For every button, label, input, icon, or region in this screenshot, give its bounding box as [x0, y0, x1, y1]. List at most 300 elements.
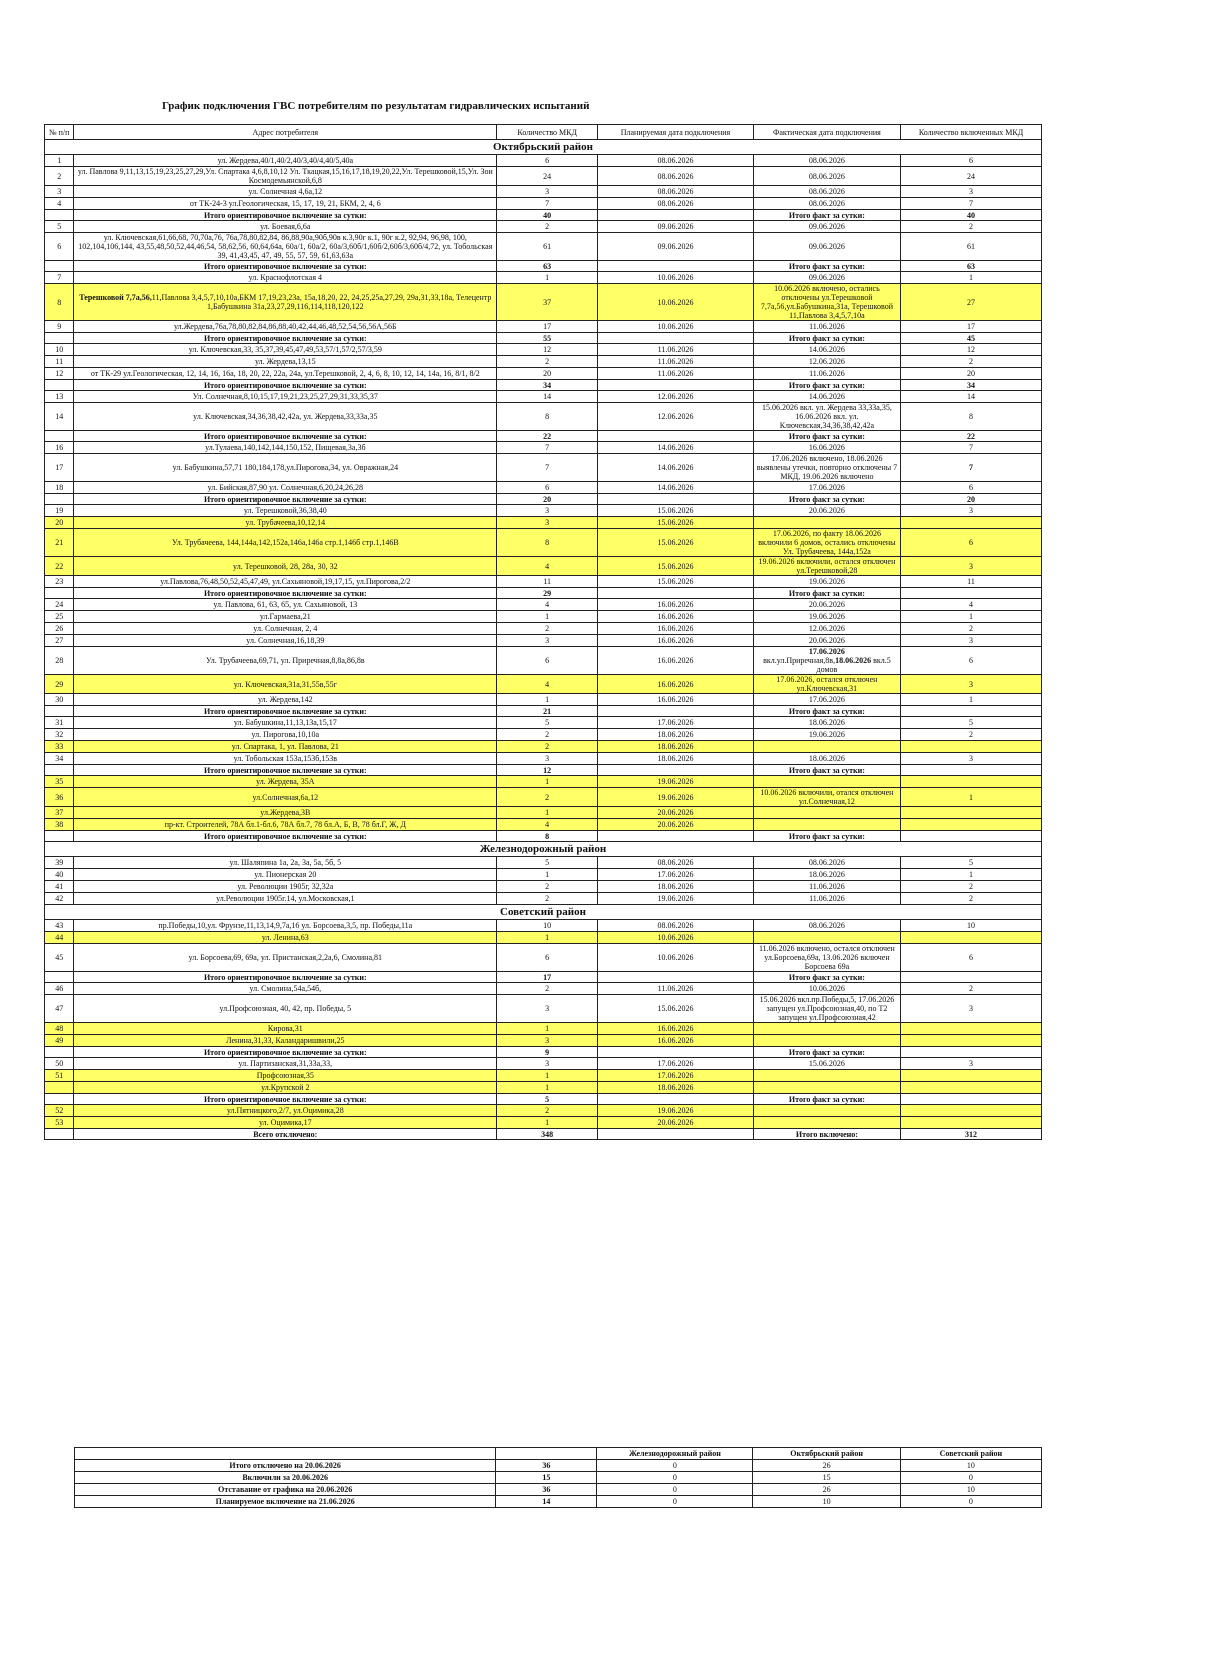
district-name: Советский район [45, 905, 1042, 920]
row-number: 7 [45, 272, 74, 284]
subtotal-planned: 17 [497, 972, 598, 983]
table-row [45, 788, 1042, 807]
plan-date: 17.06.2026 [598, 869, 754, 881]
consumer-address: ул. Пионерская 20 [74, 869, 497, 881]
consumer-address: ул. Жердева,40/1,40/2,40/3,40/4,40/5,40а [74, 155, 497, 167]
connected-count [901, 1117, 1042, 1129]
table-row [45, 647, 1042, 675]
subtotal-planned: 8 [497, 831, 598, 842]
mkd-count: 2 [497, 356, 598, 368]
fact-date-part: вкл.ул.Приречная,8в, [763, 656, 836, 665]
subtotal-fact: 63 [901, 261, 1042, 272]
mkd-count: 2 [497, 741, 598, 753]
table-row [45, 776, 1042, 788]
consumer-address: пр.Победы,10,ул. Фрунзе,11,13,14,9,7а,16 ул. Борсоева,3,5, пр. Победы,11а [74, 920, 497, 932]
plan-date [598, 588, 754, 599]
table-row [45, 198, 1042, 210]
connected-count: 6 [901, 155, 1042, 167]
plan-date: 20.06.2026 [598, 1117, 754, 1129]
consumer-address: ул. Жердева, 35А [74, 776, 497, 788]
plan-date: 17.06.2026 [598, 1058, 754, 1070]
fact-date: 12.06.2026 [753, 623, 900, 635]
row-number [45, 765, 74, 776]
mkd-count: 6 [497, 155, 598, 167]
plan-date: 16.06.2026 [598, 647, 754, 675]
consumer-address: от ТК-29 ул.Геологическая, 12, 14, 16, 16а, 18, 20, 22, 22а, 24а, ул.Терешковой, 2, 4, 6, 8, 10, 12, 14, 14а, 16, 8/1, 8/2 [74, 368, 497, 380]
row-number: 26 [45, 623, 74, 635]
row-number: 46 [45, 983, 74, 995]
consumer-address: ул. Революции 1905г, 32,32а [74, 881, 497, 893]
summary-header-cell: Октябрьский район [753, 1448, 900, 1460]
subtotal-fact-label: Итого факт за сутки: [753, 431, 900, 442]
consumer-address: ул. Бийская,87,90 ул. Солнечная,6,20,24,26,28 [74, 482, 497, 494]
fact-date: 09.06.2026 [753, 221, 900, 233]
fact-date: 14.06.2026 [753, 344, 900, 356]
fact-date [753, 807, 900, 819]
connected-count: 2 [901, 983, 1042, 995]
consumer-address: ул. Жердева,142 [74, 694, 497, 706]
fact-date [753, 1082, 900, 1094]
summary-label: Планируемое включение на 21.06.2026 [75, 1496, 496, 1508]
table-row [45, 442, 1042, 454]
row-number: 48 [45, 1023, 74, 1035]
connected-count: 3 [901, 186, 1042, 198]
table-row [45, 869, 1042, 881]
summary-row [75, 1472, 1042, 1484]
table-row [45, 505, 1042, 517]
row-number: 16 [45, 442, 74, 454]
row-number [45, 972, 74, 983]
row-number: 53 [45, 1117, 74, 1129]
row-number: 32 [45, 729, 74, 741]
summary-value: 10 [900, 1460, 1041, 1472]
mkd-count: 6 [497, 482, 598, 494]
mkd-count: 14 [497, 391, 598, 403]
plan-date: 10.06.2026 [598, 944, 754, 972]
subtotal-fact-label: Итого факт за сутки: [753, 494, 900, 505]
consumer-address: ул. Шаляпина 1а, 2а, 3а, 5а, 5б, 5 [74, 857, 497, 869]
consumer-address: ул.Революции 1905г.14, ул.Московская,1 [74, 893, 497, 905]
connected-count: 2 [901, 881, 1042, 893]
fact-date [753, 1023, 900, 1035]
connected-count: 2 [901, 729, 1042, 741]
fact-date: 15.06.2026 вкл. ул. Жердева 33,33а,35, 16.06.2026 вкл. ул. Ключевская,34,36,38,42,42а [753, 403, 900, 431]
table-row [45, 186, 1042, 198]
table-row [45, 753, 1042, 765]
summary-label: Итого отключено на 20.06.2026 [75, 1460, 496, 1472]
row-number: 27 [45, 635, 74, 647]
table-row [45, 1117, 1042, 1129]
subtotal-label: Итого ориентировочное включение за сутки: [74, 972, 497, 983]
fact-date: 15.06.2026 [753, 1058, 900, 1070]
connected-count: 4 [901, 599, 1042, 611]
subtotal-planned: 40 [497, 210, 598, 221]
consumer-address [74, 284, 497, 321]
subtotal-fact [901, 588, 1042, 599]
row-number: 9 [45, 321, 74, 333]
subtotal-row [45, 706, 1042, 717]
row-number [45, 706, 74, 717]
connected-count: 6 [901, 482, 1042, 494]
plan-date: 11.06.2026 [598, 983, 754, 995]
summary-label: Отставание от графика на 20.06.2026 [75, 1484, 496, 1496]
plan-date: 09.06.2026 [598, 221, 754, 233]
plan-date: 16.06.2026 [598, 599, 754, 611]
subtotal-row [45, 431, 1042, 442]
consumer-address: ул. Краснофлотская 4 [74, 272, 497, 284]
consumer-address: Ленина,31,33, Каландаришвили,25 [74, 1035, 497, 1047]
plan-date [598, 431, 754, 442]
summary-value: 10 [900, 1484, 1041, 1496]
mkd-count: 1 [497, 807, 598, 819]
fact-date: 20.06.2026 [753, 599, 900, 611]
connected-count [901, 1035, 1042, 1047]
summary-label: Включили за 20.06.2026 [75, 1472, 496, 1484]
mkd-count: 2 [497, 623, 598, 635]
mkd-count: 6 [497, 944, 598, 972]
summary-value: 10 [753, 1496, 900, 1508]
mkd-count: 1 [497, 272, 598, 284]
row-number [45, 333, 74, 344]
subtotal-fact [901, 765, 1042, 776]
subtotal-label: Итого ориентировочное включение за сутки: [74, 333, 497, 344]
consumer-address: ул. Борсоева,69, 69а, ул. Пристанская,2,2а,6, Смолина,81 [74, 944, 497, 972]
mkd-count: 4 [497, 819, 598, 831]
consumer-address: ул. Ключевская,34,36,38,42,42а, ул. Жердева,33,33а,35 [74, 403, 497, 431]
table-row [45, 819, 1042, 831]
table-row [45, 557, 1042, 576]
fact-date: 08.06.2026 [753, 920, 900, 932]
row-number: 24 [45, 599, 74, 611]
connected-count: 1 [901, 869, 1042, 881]
table-row [45, 611, 1042, 623]
mkd-count: 7 [497, 198, 598, 210]
document-title: График подключения ГВС потребителям по результатам гидравлических испытаний [162, 100, 590, 112]
table-row [45, 932, 1042, 944]
fact-date: 10.06.2026 включили, отался отключен ул.Солнечная,12 [753, 788, 900, 807]
table-row [45, 635, 1042, 647]
table-row [45, 623, 1042, 635]
fact-date: 17.06.2026 [753, 482, 900, 494]
row-number [45, 494, 74, 505]
plan-date: 10.06.2026 [598, 321, 754, 333]
table-row [45, 356, 1042, 368]
connected-count: 5 [901, 857, 1042, 869]
connected-count: 1 [901, 272, 1042, 284]
header-row [45, 125, 1042, 140]
consumer-address: ул. Ленина,63 [74, 932, 497, 944]
plan-date: 12.06.2026 [598, 391, 754, 403]
subtotal-fact-label: Итого факт за сутки: [753, 706, 900, 717]
plan-date: 18.06.2026 [598, 729, 754, 741]
consumer-address: ул. Бабушкина,57,71 180,184,178,ул.Пирогова,34, ул. Овражная,24 [74, 454, 497, 482]
fact-date: 11.06.2026 [753, 881, 900, 893]
subtotal-label: Итого ориентировочное включение за сутки: [74, 706, 497, 717]
row-number: 49 [45, 1035, 74, 1047]
consumer-address: ул. Солнечная 4,6а,12 [74, 186, 497, 198]
mkd-count: 4 [497, 675, 598, 694]
consumer-address: ул.Тулаева,140,142,144,150,152, Пищевая,3а,3б [74, 442, 497, 454]
mkd-count: 3 [497, 186, 598, 198]
consumer-address: ул. Павлова, 61, 63, 65, ул. Сахьяновой, 13 [74, 599, 497, 611]
mkd-count: 1 [497, 1023, 598, 1035]
table-row [45, 807, 1042, 819]
subtotal-row [45, 831, 1042, 842]
connected-count: 1 [901, 694, 1042, 706]
mkd-count: 17 [497, 321, 598, 333]
subtotal-row [45, 1047, 1042, 1058]
fact-date: 18.06.2026 [753, 753, 900, 765]
consumer-address: Кирова,31 [74, 1023, 497, 1035]
connected-count: 1 [901, 611, 1042, 623]
mkd-count: 61 [497, 233, 598, 261]
subtotal-row [45, 380, 1042, 391]
col-num-header: № п/п [45, 125, 74, 140]
plan-date [598, 706, 754, 717]
connected-count [901, 1070, 1042, 1082]
consumer-address: ул. Пирогова,10,10а [74, 729, 497, 741]
row-number: 50 [45, 1058, 74, 1070]
mkd-count: 1 [497, 932, 598, 944]
subtotal-label: Итого ориентировочное включение за сутки: [74, 588, 497, 599]
row-number: 33 [45, 741, 74, 753]
row-number [45, 380, 74, 391]
subtotal-label: Итого ориентировочное включение за сутки: [74, 431, 497, 442]
connected-count [901, 517, 1042, 529]
connected-count: 11 [901, 576, 1042, 588]
summary-header-cell [75, 1448, 496, 1460]
mkd-count: 3 [497, 753, 598, 765]
subtotal-label: Итого ориентировочное включение за сутки: [74, 494, 497, 505]
subtotal-fact-label: Итого факт за сутки: [753, 765, 900, 776]
fact-date: 19.06.2026 [753, 729, 900, 741]
connected-count: 6 [901, 647, 1042, 675]
table-row [45, 741, 1042, 753]
plan-date [598, 1129, 754, 1140]
connected-count: 3 [901, 753, 1042, 765]
mkd-count: 2 [497, 788, 598, 807]
mkd-count: 2 [497, 221, 598, 233]
row-number: 19 [45, 505, 74, 517]
plan-date: 16.06.2026 [598, 611, 754, 623]
fact-date: 10.06.2026 включено, остались отключены ул.Терешковой 7,7а,56,ул.Бабушкина,31а, Терешковой 11,Павлова 3,4,5,7,10а [753, 284, 900, 321]
district-row [45, 140, 1042, 155]
col-plan-date-header: Планируемая дата подключения [598, 125, 754, 140]
subtotal-fact: 40 [901, 210, 1042, 221]
subtotal-row [45, 588, 1042, 599]
summary-header-cell: Железнодорожный район [597, 1448, 753, 1460]
subtotal-label: Итого ориентировочное включение за сутки: [74, 765, 497, 776]
fact-date: 17.06.2026, остался отключен ул.Ключевская,31 [753, 675, 900, 694]
plan-date [598, 210, 754, 221]
plan-date: 16.06.2026 [598, 1023, 754, 1035]
subtotal-planned: 21 [497, 706, 598, 717]
fact-date: 16.06.2026 [753, 442, 900, 454]
consumer-address: ул. Солнечная, 2, 4 [74, 623, 497, 635]
consumer-address: ул.Пятницкого,2/7, ул.Оцимика,28 [74, 1105, 497, 1117]
consumer-address: Ул. Трубачеева,69,71, ул. Приречная,8,8а,86,8в [74, 647, 497, 675]
row-number: 12 [45, 368, 74, 380]
subtotal-fact [901, 972, 1042, 983]
mkd-count: 1 [497, 1117, 598, 1129]
plan-date: 18.06.2026 [598, 1082, 754, 1094]
connected-count: 12 [901, 344, 1042, 356]
mkd-count: 1 [497, 776, 598, 788]
table-row [45, 1105, 1042, 1117]
table-row [45, 391, 1042, 403]
table-row [45, 529, 1042, 557]
table-row [45, 599, 1042, 611]
fact-date: 18.06.2026 [753, 869, 900, 881]
plan-date [598, 1047, 754, 1058]
fact-date-part: 18.06.2026 [835, 656, 872, 665]
connected-count [901, 1023, 1042, 1035]
subtotal-fact: 312 [901, 1129, 1042, 1140]
fact-date: 19.06.2026 [753, 576, 900, 588]
summary-value: 0 [597, 1460, 753, 1472]
plan-date: 12.06.2026 [598, 403, 754, 431]
fact-date [753, 741, 900, 753]
plan-date: 08.06.2026 [598, 857, 754, 869]
row-number: 22 [45, 557, 74, 576]
consumer-address: ул. Терешковой,36,38,40 [74, 505, 497, 517]
plan-date: 15.06.2026 [598, 557, 754, 576]
plan-date: 15.06.2026 [598, 505, 754, 517]
plan-date: 15.06.2026 [598, 529, 754, 557]
plan-date: 14.06.2026 [598, 442, 754, 454]
subtotal-fact-label: Итого факт за сутки: [753, 380, 900, 391]
connected-count: 24 [901, 167, 1042, 186]
row-number: 20 [45, 517, 74, 529]
fact-date [753, 647, 900, 675]
district-row [45, 842, 1042, 857]
address-bold-part: Терешковой 7,7а,56, [79, 293, 152, 302]
plan-date: 20.06.2026 [598, 819, 754, 831]
row-number [45, 210, 74, 221]
plan-date: 14.06.2026 [598, 482, 754, 494]
table-row [45, 403, 1042, 431]
subtotal-fact [901, 1047, 1042, 1058]
subtotal-planned: 29 [497, 588, 598, 599]
address-rest: 11,Павлова 3,4,5,7,10,10а,БКМ 17,19,23,23а, 15а,18,20, 22, 24,25,25а,27,29, 29а,31,33,18а, Телецентр 1,Бабушкина 31а,23,27,29,116,114,118,120,122 [151, 293, 492, 311]
fact-date: 18.06.2026 [753, 717, 900, 729]
table-row [45, 155, 1042, 167]
connected-count: 3 [901, 505, 1042, 517]
connected-count [901, 1082, 1042, 1094]
plan-date: 11.06.2026 [598, 344, 754, 356]
fact-date-part: 17.06.2026 [808, 647, 845, 656]
row-number: 30 [45, 694, 74, 706]
district-row [45, 905, 1042, 920]
fact-date: 14.06.2026 [753, 391, 900, 403]
consumer-address: ул. Бабушкина,11,13,13а,15,17 [74, 717, 497, 729]
connected-count [901, 741, 1042, 753]
subtotal-planned: 20 [497, 494, 598, 505]
consumer-address: ул. Тобольская 153а,153б,153в [74, 753, 497, 765]
table-row [45, 995, 1042, 1023]
mkd-count: 2 [497, 1105, 598, 1117]
mkd-count: 24 [497, 167, 598, 186]
subtotal-fact-label: Итого факт за сутки: [753, 1047, 900, 1058]
plan-date [598, 380, 754, 391]
subtotal-fact-label: Итого факт за сутки: [753, 972, 900, 983]
row-number: 37 [45, 807, 74, 819]
fact-date [753, 776, 900, 788]
plan-date: 15.06.2026 [598, 576, 754, 588]
mkd-count: 1 [497, 869, 598, 881]
summary-value: 15 [496, 1472, 597, 1484]
table-row [45, 944, 1042, 972]
row-number: 18 [45, 482, 74, 494]
connected-count: 3 [901, 557, 1042, 576]
connected-count [901, 807, 1042, 819]
connected-count: 2 [901, 623, 1042, 635]
subtotal-label: Итого ориентировочное включение за сутки: [74, 1094, 497, 1105]
connected-count: 3 [901, 635, 1042, 647]
subtotal-planned: 9 [497, 1047, 598, 1058]
mkd-count: 3 [497, 995, 598, 1023]
fact-date: 08.06.2026 [753, 198, 900, 210]
plan-date: 19.06.2026 [598, 776, 754, 788]
mkd-count: 2 [497, 881, 598, 893]
fact-date: 08.06.2026 [753, 155, 900, 167]
row-number: 35 [45, 776, 74, 788]
mkd-count: 1 [497, 694, 598, 706]
connected-count: 1 [901, 788, 1042, 807]
plan-date: 18.06.2026 [598, 881, 754, 893]
subtotal-fact-label: Итого факт за сутки: [753, 588, 900, 599]
consumer-address: ул. Оцимика,17 [74, 1117, 497, 1129]
connected-count: 6 [901, 944, 1042, 972]
connected-count: 17 [901, 321, 1042, 333]
subtotal-label: Итого ориентировочное включение за сутки: [74, 1047, 497, 1058]
fact-date: 08.06.2026 [753, 186, 900, 198]
subtotal-fact [901, 831, 1042, 842]
row-number [45, 1082, 74, 1094]
subtotal-planned: 55 [497, 333, 598, 344]
summary-header-cell: Советский район [900, 1448, 1041, 1460]
table-row [45, 729, 1042, 741]
row-number: 2 [45, 167, 74, 186]
table-row [45, 284, 1042, 321]
subtotal-planned: 348 [497, 1129, 598, 1140]
plan-date [598, 1094, 754, 1105]
subtotal-label: Всего отключено: [74, 1129, 497, 1140]
fact-date [753, 819, 900, 831]
fact-date: 09.06.2026 [753, 272, 900, 284]
summary-value: 36 [496, 1484, 597, 1496]
subtotal-fact-label: Итого включено: [753, 1129, 900, 1140]
mkd-count: 1 [497, 611, 598, 623]
subtotal-fact-label: Итого факт за сутки: [753, 261, 900, 272]
plan-date: 14.06.2026 [598, 454, 754, 482]
connected-count: 27 [901, 284, 1042, 321]
subtotal-label: Итого ориентировочное включение за сутки: [74, 210, 497, 221]
subtotal-fact-label: Итого факт за сутки: [753, 1094, 900, 1105]
row-number: 39 [45, 857, 74, 869]
connected-count: 2 [901, 893, 1042, 905]
table-row [45, 167, 1042, 186]
fact-date: 09.06.2026 [753, 233, 900, 261]
connected-count: 3 [901, 995, 1042, 1023]
connected-count: 20 [901, 368, 1042, 380]
table-row [45, 1058, 1042, 1070]
mkd-count: 8 [497, 403, 598, 431]
row-number: 45 [45, 944, 74, 972]
plan-date: 19.06.2026 [598, 1105, 754, 1117]
summary-table [74, 1447, 1042, 1508]
consumer-address: ул. Спартака, 1, ул. Павлова, 21 [74, 741, 497, 753]
